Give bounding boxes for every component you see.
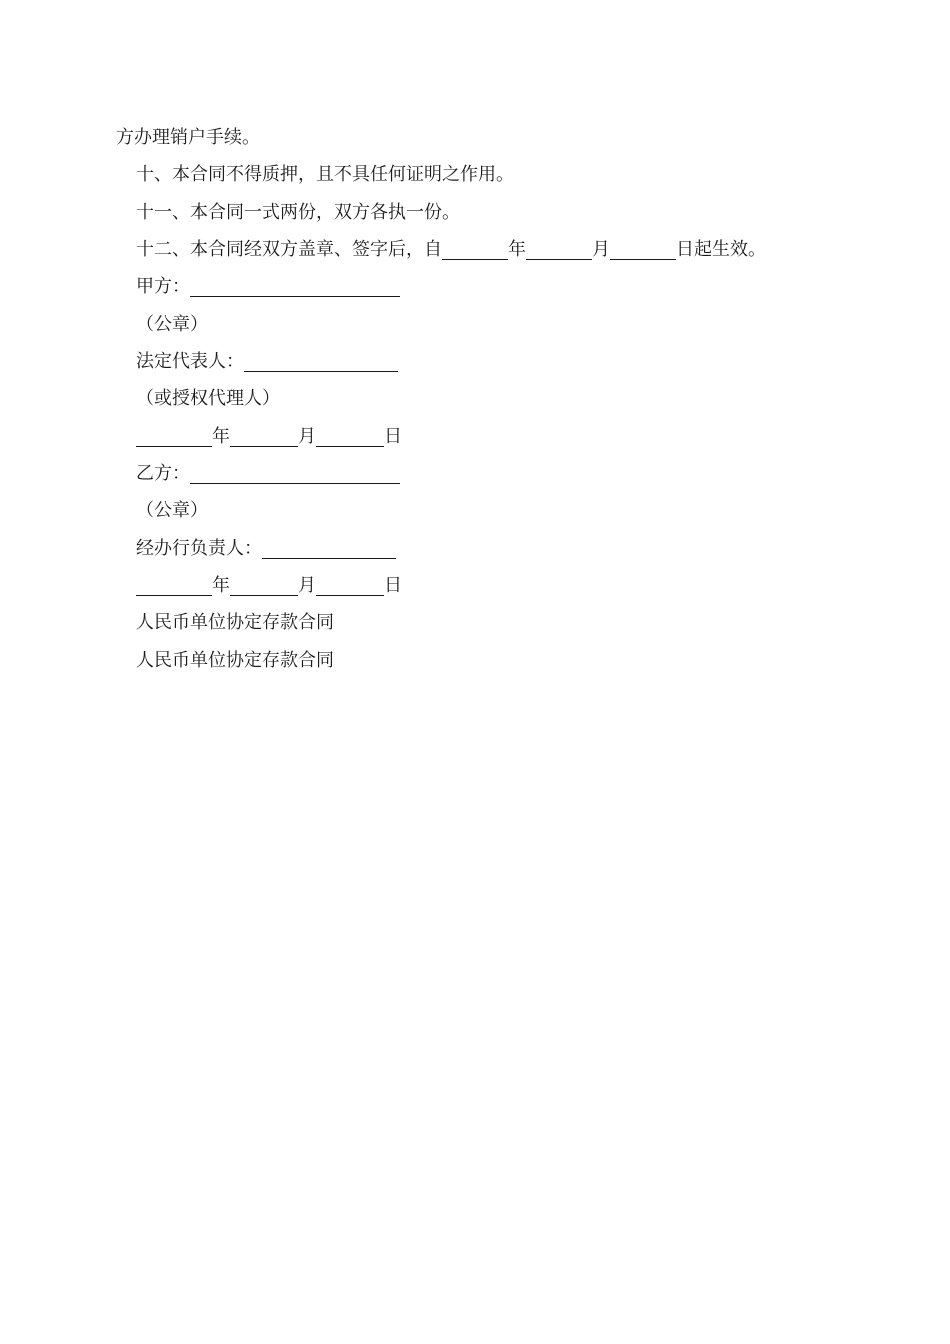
party-b-officer-blank[interactable] (262, 542, 396, 559)
clause-12 (136, 239, 766, 261)
party-a-agent (136, 388, 280, 410)
party-a-rep-blank[interactable] (244, 355, 398, 372)
footer-title-2 (136, 650, 334, 672)
party-b-officer-label: 经办行负责人： (136, 538, 262, 559)
party-a-seal (136, 314, 208, 336)
continuation-label: 方办理销户手续。 (116, 127, 260, 148)
party-a-month-label: 月 (298, 426, 316, 447)
party-b-month-label: 月 (298, 575, 316, 596)
party-b-day-label: 日 (384, 575, 402, 596)
effective-year-blank[interactable] (442, 243, 508, 260)
effective-day-blank[interactable] (610, 243, 676, 260)
clause-11-text: 十一、本合同一式两份，双方各执一份。 (136, 202, 460, 223)
clause-10 (136, 164, 514, 186)
party-a-line (136, 276, 400, 298)
party-a-year-label: 年 (212, 426, 230, 447)
clause-10-text: 十、本合同不得质押，且不具任何证明之作用。 (136, 164, 514, 185)
party-a-agent-text: （或授权代理人） (136, 388, 280, 409)
party-b-day-blank[interactable] (316, 579, 384, 596)
party-a-day-blank[interactable] (316, 430, 384, 447)
party-a-month-blank[interactable] (230, 430, 298, 447)
clause-12-suffix: 日起生效。 (676, 239, 766, 260)
party-b-blank[interactable] (190, 467, 400, 484)
party-b-seal (136, 500, 208, 522)
clause-12-prefix: 十二、本合同经双方盖章、签字后，自 (136, 239, 442, 260)
party-b-line (136, 463, 400, 485)
party-a-day-label: 日 (384, 426, 402, 447)
party-b-label: 乙方： (136, 463, 190, 484)
party-a-date-line (136, 426, 402, 448)
party-b-seal-text: （公章） (136, 500, 208, 521)
party-a-blank[interactable] (190, 280, 400, 297)
party-b-officer-line (136, 538, 396, 560)
effective-month-blank[interactable] (526, 243, 592, 260)
party-b-year-label: 年 (212, 575, 230, 596)
party-a-label: 甲方： (136, 276, 190, 297)
clause-11 (136, 202, 460, 224)
party-b-month-blank[interactable] (230, 579, 298, 596)
footer-title-2-text: 人民币单位协定存款合同 (136, 650, 334, 671)
party-b-date-line (136, 575, 402, 597)
footer-title-1 (136, 612, 334, 634)
party-a-seal-text: （公章） (136, 314, 208, 335)
party-b-year-blank[interactable] (136, 579, 212, 596)
footer-title-1-text: 人民币单位协定存款合同 (136, 612, 334, 633)
clause-12-year: 年 (508, 239, 526, 260)
clause-12-month: 月 (592, 239, 610, 260)
party-a-year-blank[interactable] (136, 430, 212, 447)
continuation-text (116, 127, 260, 149)
party-a-rep-label: 法定代表人： (136, 351, 244, 372)
party-a-rep-line (136, 351, 398, 373)
